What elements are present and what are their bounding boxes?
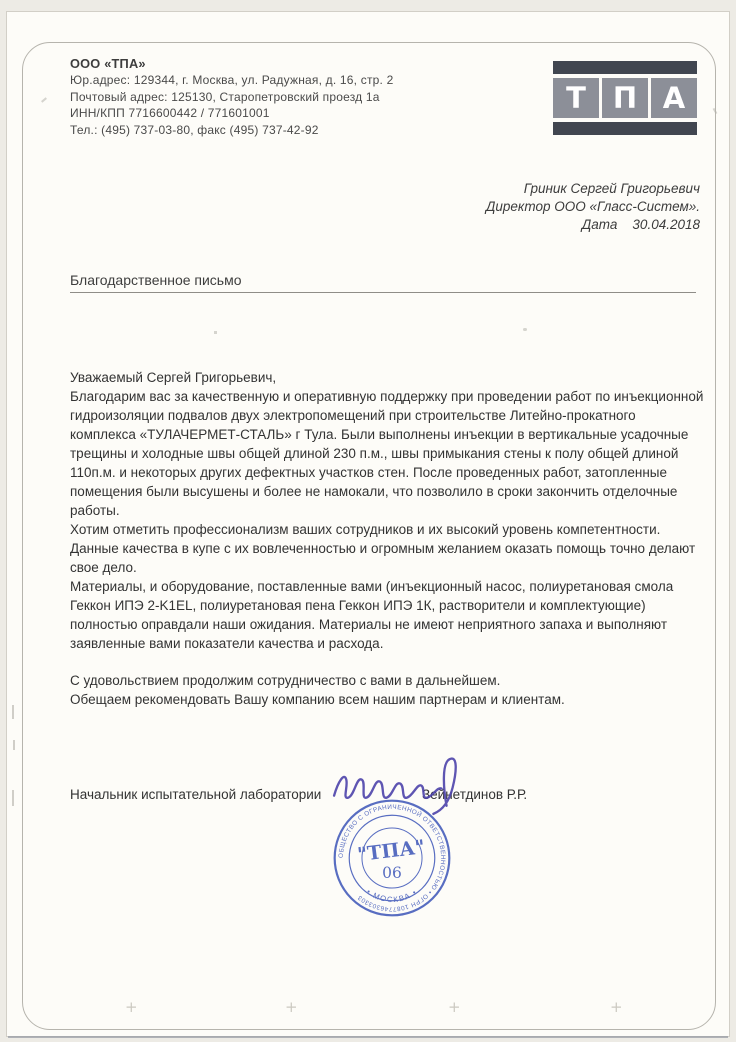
closing-block bbox=[70, 671, 704, 709]
company-legal-address: Юр.адрес: 129344, г. Москва, ул. Радужная, д. 16, стр. 2 bbox=[70, 73, 394, 88]
handwritten-signature bbox=[328, 752, 480, 820]
logo-letter-p: П bbox=[602, 78, 648, 118]
closing-line: С удовольствием продолжим сотрудничество с вами в дальнейшем. bbox=[70, 673, 501, 688]
stamp-center-number: 06 bbox=[382, 864, 402, 883]
greeting-line: Уважаемый Сергей Григорьевич, bbox=[70, 370, 277, 385]
closing-line: Обещаем рекомендовать Вашу компанию всем нашим партнерам и клиентам. bbox=[70, 692, 565, 707]
date-label: Дата bbox=[581, 217, 618, 233]
company-name: ООО «ТПА» bbox=[70, 56, 146, 71]
body-paragraph: Благодарим вас за качественную и оперативную поддержку при проведении работ по инъекционной гидроизоляции подвалов двух электропомещений при строительстве Литейно-прокатного комплекса «ТУЛАЧЕРМЕТ-СТАЛЬ» г Тула. Были выполнены инъекции в вертикальные усадочные трещины и холодные швы общей длиной 230 п.м., швы примыкания стены к полу общей длиной 110п.м. и некоторых других дефектных участков стен. После проведенных работ, затопленные помещения были высушены и более не намокали, что позволило в сроки закончить отделочные работы. bbox=[70, 389, 704, 518]
company-logo bbox=[553, 61, 697, 135]
date-value: 30.04.2018 bbox=[632, 217, 700, 233]
letter-body bbox=[70, 368, 704, 709]
scan-artifact: + bbox=[610, 998, 623, 1016]
scan-artifact bbox=[214, 331, 217, 334]
scan-artifact: + bbox=[448, 998, 461, 1016]
signer-position-title: Начальник испытательной лаборатории bbox=[70, 787, 322, 802]
scan-artifact: + bbox=[125, 998, 138, 1016]
signer-name: Зейнетдинов Р.Р. bbox=[422, 787, 528, 802]
body-paragraph: Материалы, и оборудование, поставленные вами (инъекционный насос, полиуретановая смола Геккон ИПЭ 2-K1EL, полиуретановая пена Геккон ИПЭ 1К, растворители и комплектующие) полностью оправдали наши ожидания. Материалы не имеют неприятного запаха и выполняют заявленные вами показатели качества и расхода. bbox=[70, 579, 674, 651]
stamp-center-name: "ТПА" bbox=[356, 835, 427, 867]
scan-smudge bbox=[12, 790, 14, 806]
letter-date-line bbox=[486, 216, 700, 234]
logo-top-bar bbox=[553, 61, 697, 74]
logo-letter-row bbox=[553, 78, 697, 118]
logo-letter-a: А bbox=[651, 78, 697, 118]
company-info-block bbox=[70, 56, 393, 138]
scan-smudge bbox=[12, 705, 14, 719]
scan-artifact: + bbox=[285, 998, 298, 1016]
signature-flourish bbox=[433, 759, 455, 814]
scan-artifact bbox=[523, 328, 527, 331]
company-inn-kpp: ИНН/КПП 7716600442 / 771601001 bbox=[70, 106, 270, 121]
recipient-name: Гриник Сергей Григорьевич bbox=[523, 181, 700, 196]
recipient-position: Директор ООО «Гласс-Систем». bbox=[485, 199, 700, 215]
page-bottom-edge bbox=[8, 1036, 728, 1038]
signature-stroke bbox=[334, 777, 441, 798]
company-postal-address: Почтовый адрес: 125130, Старопетровский проезд 1а bbox=[70, 89, 380, 104]
body-paragraph: Хотим отметить профессионализм ваших сотрудников и их высокий уровень компетентности. Данные качества в купе с их вовлеченностью и огромным желанием оказать помощь точно делают свое дело. bbox=[70, 522, 696, 575]
stamp-city-text: • МОСКВА • bbox=[364, 887, 420, 905]
letter-title: Благодарственное письмо bbox=[70, 272, 696, 293]
logo-letter-t: Т bbox=[553, 78, 599, 118]
stamp-ring-text: ОБЩЕСТВО С ОГРАНИЧЕННОЙ ОТВЕТСТВЕННОСТЬЮ • ОГРН 1087746303303 bbox=[337, 803, 447, 913]
company-phone: Тел.: (495) 737-03-80, факс (495) 737-42-92 bbox=[70, 122, 319, 137]
logo-bottom-bar bbox=[553, 122, 697, 135]
recipient-block bbox=[486, 180, 700, 235]
scan-smudge bbox=[13, 740, 15, 750]
